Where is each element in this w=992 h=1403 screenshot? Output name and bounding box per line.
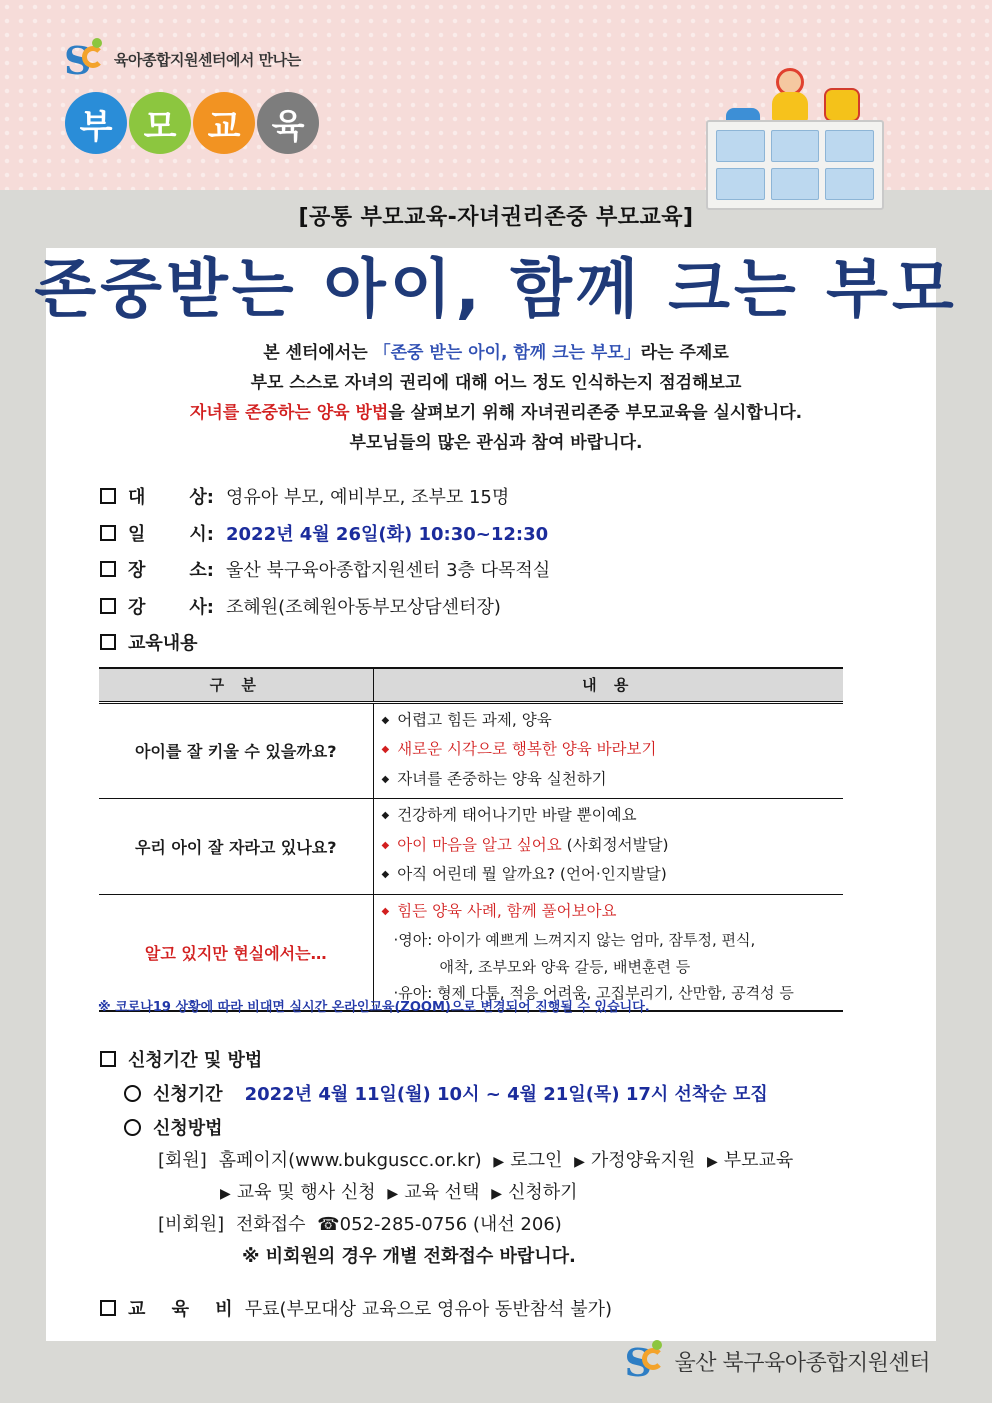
arrow-icon: ▶ [387,1186,399,1202]
checkbox-icon [100,634,116,650]
application-section: 신청기간 및 방법 신청기간 2022년 4월 11일(월) 10시 ~ 4월 21일(목) 17시 선착순 모집 신청방법 [100,1042,920,1144]
checkbox-icon [100,1300,116,1316]
arrow-icon: ▶ [491,1186,502,1202]
diamond-bullet-icon: ◆ [381,714,390,726]
info-content-label: 교육내용 [100,624,920,661]
footer-logo [622,1340,930,1385]
nonmember-note: ※ 비회원의 경우 개별 전화접수 바랍니다. [242,1246,576,1267]
diamond-bullet-icon: ◆ [381,905,390,917]
toy-phone-icon [824,88,860,122]
checkbox-icon [100,488,116,504]
diamond-bullet-icon: ◆ [381,773,390,785]
curriculum-table [99,667,843,1012]
table-row: 우리 아이 잘 자라고 있나요? ◆ 건강하게 태어나기만 바랄 뿐이예요 ◆ 아이 마음을 알고 싶어요 (사회정서발달) ◆ 아직 어린데 뭘 알까요? (언어·인지발달) [99,799,843,895]
header-logo [62,38,301,83]
arrow-icon: ▶ [220,1186,231,1202]
apply-period: 2022년 4월 11일(월) 10시 ~ 4월 21일(목) 17시 선착순 모집 [244,1084,768,1105]
checkbox-icon [100,561,116,577]
homepage-link[interactable]: 홈페이지(www.bukguscc.or.kr) [218,1150,482,1171]
member-route-line1: [회원] 홈페이지(www.bukguscc.or.kr) ▶ 로그인 ▶ 가정양육지원 ▶ 부모교육 [158,1150,794,1171]
arrow-icon: ▶ [706,1154,718,1170]
diamond-bullet-icon: ◆ [381,744,390,755]
arrow-icon: ▶ [493,1154,505,1170]
table-row: 알고 있지만 현실에서는… ◆ 힘든 양육 사례, 함께 풀어보아요 ·영아: 아이가 예쁘게 느껴지지 않는 엄마, 잠투정, 편식, 애착, 조부모와 양육 갈등, 배변훈련 등 ·유아: 형제 다툼, 적응 어려움, 고집부리기, 산만함, 공격성 등 [99,894,843,1011]
fee-row: 교 육 비 무료(부모대상 교육으로 영유아 동반참석 불가) [100,1290,612,1327]
table-header-category: 구 분 [99,668,373,702]
info-lecturer: 강 사: 조혜원(조혜원아동부모상담센터장) [100,588,920,625]
info-date: 일 시: 2022년 4월 26일(화) 10:30~12:30 [100,515,920,552]
title-circles [65,92,319,154]
circle-yuk: 육 [257,92,319,154]
phone-icon: ☎ [317,1214,340,1235]
apply-title: 신청기간 및 방법 [128,1050,263,1071]
intro-highlight: 자녀를 존중하는 양육 방법 [189,403,389,423]
checkbox-icon [100,1051,116,1067]
circle-bullet-icon [124,1119,141,1136]
info-place: 장 소: 울산 북구육아종합지원센터 3층 다목적실 [100,551,920,588]
circle-mo: 모 [129,92,191,154]
diamond-bullet-icon: ◆ [381,869,390,880]
diamond-bullet-icon: ◆ [381,839,390,851]
main-title: 존중받는 아이, 함께 크는 부모 [34,253,958,327]
nonmember-route: [비회원] 전화접수 ☎052-285-0756 (내선 206) [158,1214,562,1235]
info-list [100,478,920,661]
covid-note: ※ 코로나19 상황에 따라 비대면 실시간 온라인교육(ZOOM)으로 변경되어 진행될 수 있습니다. [98,1000,650,1015]
intro-text: 본 센터에서는 「존중 받는 아이, 함께 크는 부모」라는 주제로 부모 스스로 자녀의 권리에 대해 어느 정도 인식하는지 점검해보고 자녀를 존중하는 양육 방법을 살펴보기 위해 자녀권리존중 부모교육을 실시합니다. 부모님들의 많은 관심과 참여 바랍니다. [189,343,803,453]
checkbox-icon [100,525,116,541]
program-subtitle: [공통 부모교육-자녀권리존중 부모교육] [298,205,694,230]
circle-gyo: 교 [193,92,255,154]
center-logo-icon: S [62,38,108,80]
table-row: 아이를 잘 키울 수 있을까요? ◆ 어렵고 힘든 과제, 양육 ◆ 새로운 시각으로 행복한 양육 바라보기 ◆ 자녀를 존중하는 양육 실천하기 [99,702,843,799]
toy-shelf-illustration [696,68,896,216]
footer-org-name: 울산 북구육아종합지원센터 [674,1350,930,1376]
circle-bullet-icon [124,1085,141,1102]
checkbox-icon [100,598,116,614]
arrow-icon: ▶ [574,1154,585,1170]
diamond-bullet-icon: ◆ [381,810,390,821]
circle-bu: 부 [65,92,127,154]
table-header-content: 내 용 [373,668,843,702]
intro-theme: 「존중 받는 아이, 함께 크는 부모」 [373,343,641,363]
center-logo-icon: S [622,1340,668,1382]
logo-subtitle: 육아종합지원센터에서 만나는 [114,50,301,69]
info-target: 대 상: 영유아 부모, 예비부모, 조부모 15명 [100,478,920,515]
member-route-line2: ▶ 교육 및 행사 신청 ▶ 교육 선택 ▶ 신청하기 [220,1182,578,1203]
doll-icon [766,68,814,124]
phone-number: 052-285-0756 (내선 206) [339,1214,562,1235]
